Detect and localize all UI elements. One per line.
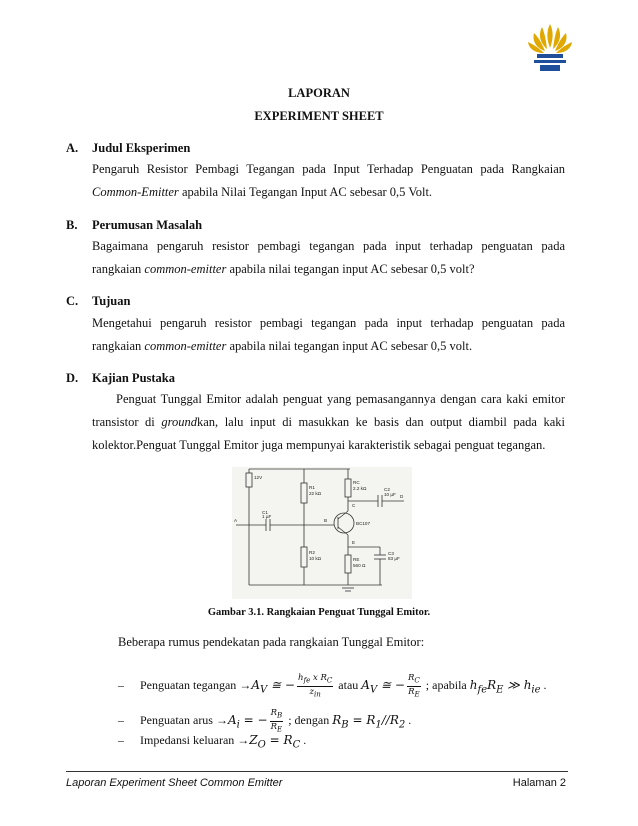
section-a-italic: Common-Emitter	[92, 185, 179, 199]
f1-den2-sub: E	[414, 689, 420, 699]
label-r2-value: 10 kΩ	[309, 556, 322, 561]
formula-intro: Beberapa rumus pendekatan pada rangkaian Tunggal Emitor:	[118, 635, 425, 649]
f3-lhs: Z	[249, 733, 258, 747]
section-c-title: Tujuan	[92, 294, 131, 308]
section-b-letter: B.	[66, 218, 78, 232]
footer-page-number: Halaman 2	[512, 777, 566, 789]
f1-gg: ≫	[503, 677, 524, 692]
f2-eq: = −	[239, 712, 268, 727]
label-r2: R2	[309, 550, 315, 555]
section-d-pre: transistor di	[92, 415, 162, 429]
f1-num2: R	[407, 673, 415, 683]
f3-eq: =	[265, 733, 284, 747]
f2-par: //	[381, 712, 390, 727]
f1-num: h	[297, 673, 304, 683]
f3-lhs-sub: O	[257, 739, 266, 751]
report-title: LAPORAN	[288, 86, 350, 100]
label-node-a: A	[234, 518, 238, 523]
section-d-line2	[92, 411, 565, 434]
f2-r2-sub: 2	[398, 719, 406, 731]
f2-end: .	[405, 712, 412, 727]
label-c2: C2	[384, 487, 390, 492]
label-c2-value: 10 µF	[384, 492, 396, 497]
f2-fraction	[270, 708, 284, 734]
arrow-icon: →	[215, 712, 228, 727]
section-b-title: Perumusan Masalah	[92, 218, 203, 232]
section-b-line1: Bagaimana pengaruh resistor pembagi tegangan pada input terhadap penguatan pada	[92, 239, 565, 253]
f2-den: R	[270, 721, 278, 732]
f1-cond: ; apabila	[422, 677, 470, 692]
formula-output-impedance	[118, 733, 306, 750]
f1-c3-sub: ie	[531, 684, 541, 696]
f2-r1-sub: 1	[375, 719, 382, 731]
section-d-line1: Penguat Tunggal Emitor adalah penguat yang pemasangannya dengan cara kaki emitor	[116, 392, 565, 406]
f1-lhs: A	[251, 677, 260, 692]
label-c1: C1	[262, 510, 268, 515]
f2-eq2: =	[348, 712, 367, 727]
bullet-dash: –	[118, 677, 124, 692]
label-node-b: B	[324, 518, 328, 523]
label-transistor: BC107	[356, 521, 371, 526]
figure-caption: Gambar 3.1. Rangkaian Penguat Tunggal Emitor.	[207, 607, 431, 618]
section-b-line2	[92, 258, 565, 281]
section-c-rest: apabila nilai tegangan input AC sebesar 0,5 volt.	[226, 339, 473, 353]
circuit-diagram	[232, 467, 412, 599]
f1-c1: h	[469, 677, 478, 692]
section-d-title: Kajian Pustaka	[92, 371, 176, 385]
label-node-c: C	[352, 503, 356, 508]
f1-c2: R	[487, 677, 497, 692]
section-a-title: Judul Eksperimen	[92, 141, 191, 155]
report-subtitle: EXPERIMENT SHEET	[254, 109, 384, 123]
f1-approx: ≅ −	[267, 677, 295, 692]
section-d-italic: ground	[161, 415, 197, 429]
label-node-e: E	[352, 540, 356, 545]
formula-2-label: Penguatan arus	[140, 712, 216, 727]
f1-den: z	[309, 686, 314, 697]
label-node-d: D	[400, 494, 404, 499]
section-a-letter: A.	[66, 141, 79, 155]
arrow-icon: →	[237, 733, 250, 747]
f1-c1-sub: fe	[477, 684, 488, 696]
section-b-heading	[66, 218, 202, 233]
section-a-heading	[66, 141, 190, 156]
f2-den-sub: E	[277, 724, 283, 734]
section-c-line1: Mengetahui pengaruh resistor pembagi tegangan pada input terhadap penguatan pada	[92, 316, 565, 330]
f2-r: R	[332, 712, 342, 727]
section-c-pre: rangkaian	[92, 339, 145, 353]
section-d-line3: kolektor.Penguat Tunggal Emitor juga mempunyai karakteristik sebagai penguat tegangan.	[92, 438, 546, 452]
f2-cond: ; dengan	[285, 712, 333, 727]
section-b-pre: rangkaian	[92, 262, 145, 276]
f2-r1: R	[366, 712, 376, 727]
section-c-heading	[66, 294, 130, 309]
label-c3-value: 83 µF	[388, 556, 400, 561]
f1-end: .	[540, 677, 547, 692]
university-logo	[520, 18, 580, 80]
formula-3-label: Impedansi keluaran	[140, 733, 238, 747]
bullet-dash: –	[118, 712, 124, 727]
f1-den2: R	[408, 686, 415, 697]
f1-num-rest-sub: C	[326, 675, 333, 685]
formula-1-label: Penguatan tegangan	[140, 677, 240, 692]
f2-num: R	[270, 708, 278, 718]
arrow-icon: →	[239, 677, 252, 692]
bullet-dash: –	[118, 733, 124, 747]
label-c1-value: 1 µF	[262, 514, 272, 519]
f1-fraction-2	[407, 673, 421, 699]
f1-fraction	[297, 673, 333, 699]
footer-document-title: Laporan Experiment Sheet Common Emitter	[66, 777, 283, 789]
section-c-letter: C.	[66, 294, 79, 308]
section-c-line2	[92, 335, 565, 358]
label-re: RE	[353, 557, 360, 562]
formula-voltage-gain	[118, 673, 547, 699]
label-rc: RC	[353, 480, 360, 485]
f1-num-sub: fe	[303, 675, 311, 685]
f2-r-sub: B	[341, 719, 349, 731]
f1-c3: h	[523, 677, 532, 692]
f2-r2: R	[389, 712, 399, 727]
section-a-line1: Pengaruh Resistor Pembagi Tegangan pada Input Terhadap Penguatan pada Rangkaian	[92, 162, 565, 176]
f2-lhs: A	[227, 712, 237, 727]
section-d-letter: D.	[66, 371, 79, 385]
label-r1-value: 22 kΩ	[309, 491, 322, 496]
f1-c2-sub: E	[496, 684, 504, 696]
section-a-line2	[92, 181, 565, 204]
f1-mid: atau	[335, 677, 362, 692]
label-vcc: 12V	[254, 475, 263, 480]
section-a-rest: apabila Nilai Tegangan Input AC sebesar 0,5 Volt.	[178, 185, 433, 199]
f1-num-rest: x R	[310, 673, 327, 683]
section-b-italic: common-emitter	[144, 262, 227, 276]
f2-num-sub: B	[277, 710, 283, 720]
f3-end: .	[300, 733, 307, 747]
label-rc-value: 2.2 kΩ	[353, 486, 367, 491]
f3-rhs: R	[283, 733, 293, 747]
section-c-italic: common-emitter	[144, 339, 227, 353]
section-b-rest: apabila nilai tegangan input AC sebesar 0,5 volt?	[226, 262, 475, 276]
f1-lhs2-sub: V	[369, 684, 378, 696]
f1-approx2: ≅ −	[377, 677, 405, 692]
f2-lhs-sub: i	[236, 719, 240, 731]
f3-rhs-sub: C	[292, 739, 301, 751]
f1-num2-sub: C	[414, 675, 420, 685]
f1-den-sub: in	[313, 689, 321, 699]
section-d-rest: kan, lalu input di masukkan ke basis dan output diambil pada kaki	[196, 415, 565, 429]
f1-lhs2: A	[361, 677, 370, 692]
formula-current-gain	[118, 708, 411, 734]
label-re-value: 560 Ω	[353, 563, 366, 568]
footer-divider	[66, 771, 568, 772]
section-d-heading	[66, 371, 175, 386]
f1-lhs-sub: V	[259, 684, 268, 696]
label-c3: C3	[388, 551, 394, 556]
label-r1: R1	[309, 485, 315, 490]
